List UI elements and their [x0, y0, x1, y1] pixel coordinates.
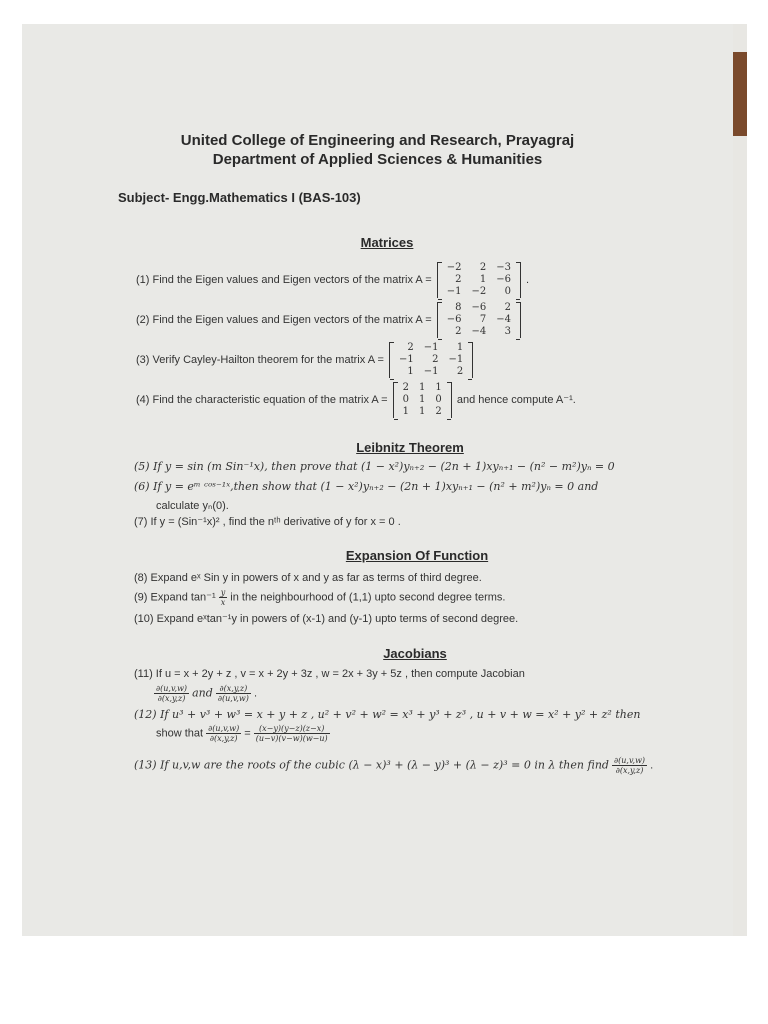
question-7: (7) If y = (Sin⁻¹x)² , find the nᵗʰ derivative of y for x = 0 . [134, 516, 401, 528]
question-9-text: (9) Expand tan⁻¹ [134, 591, 216, 604]
jacobian-12-left: $\frac{\partial(u,v,w)}{\partial(x,y,z)}$ [208, 724, 240, 743]
matrix-cell: 0 [402, 394, 410, 405]
show-that: show that [156, 727, 204, 740]
question-1 [136, 262, 529, 298]
question-12-cont [156, 724, 330, 743]
question-4-tail: and hence compute A⁻¹. [456, 393, 576, 406]
question-11: (11) If u = x + 2y + z , v = x + 2y + 3z , w = 2x + 3y + 5z , then compute Jacobian [134, 668, 525, 680]
matrix-cell: −6 [496, 274, 511, 285]
matrix-cell: 1 [435, 382, 442, 393]
matrix-cell: 8 [455, 302, 462, 313]
equals-sign: = [244, 727, 251, 740]
question-6: (6) If y = eᵐ ᶜᵒˢ⁻¹ˣ,then show that (1 − x²)yₙ₊₂ − (2n + 1)xyₙ₊₁ − (n² + m²)yₙ = 0 and [134, 480, 599, 493]
matrix-cell: −6 [446, 314, 462, 325]
paper-photo [22, 24, 747, 936]
matrix-cell: 1 [456, 342, 464, 353]
matrix-4 [393, 382, 452, 418]
matrix-cell: 2 [402, 382, 410, 393]
fraction-y-over-x: $\frac{y}{x}$ [220, 588, 226, 607]
matrix-cell: 2 [407, 342, 414, 353]
matrix-cell: 1 [419, 382, 426, 393]
matrix-row [442, 302, 516, 314]
matrix-cell: 1 [419, 406, 426, 417]
matrix-3 [389, 342, 473, 378]
matrix-row [442, 326, 516, 338]
jacobian-xyz-uvw: $\frac{\partial(x,y,z)}{\partial(u,v,w)}$ [217, 684, 249, 703]
jacobian-12-right: $\frac{(x-y)(y-z)(z-x)}{(u-v)(v-w)(w-u)}$ [255, 724, 328, 743]
matrix-cell: −2 [446, 262, 462, 273]
section-leibnitz: Leibnitz Theorem [356, 440, 464, 455]
matrix-cell: −3 [496, 262, 511, 273]
matrix-row [394, 366, 468, 378]
question-2 [136, 302, 523, 338]
matrix-cell: 2 [432, 354, 439, 365]
matrix-cell: −4 [496, 314, 511, 325]
question-11-tail: . [253, 687, 258, 700]
background-edge [733, 52, 747, 136]
matrix-1 [437, 262, 521, 298]
question-8: (8) Expand eˣ Sin y in powers of x and y as far as terms of third degree. [134, 572, 482, 584]
question-10: (10) Expand eˣtan⁻¹y in powers of (x-1) and (y-1) upto terms of second degree. [134, 613, 519, 625]
question-5: (5) If y = sin (m Sin⁻¹x), then prove that (1 − x²)yₙ₊₂ − (2n + 1)xyₙ₊₁ − (n² − m²)yₙ = 0 [134, 460, 615, 473]
paper-sheet [22, 24, 733, 936]
matrix-cell: 3 [504, 326, 511, 337]
question-3 [136, 342, 475, 378]
question-11-cont [154, 684, 257, 703]
question-13-tail: . [650, 759, 654, 772]
question-4-text: (4) Find the characteristic equation of the matrix A = [136, 393, 388, 406]
matrix-cell: −1 [446, 286, 462, 297]
question-3-text: (3) Verify Cayley-Hailton theorem for the matrix A = [136, 353, 384, 366]
matrix-cell: 1 [419, 394, 426, 405]
question-6-cont: calculate yₙ(0). [156, 500, 229, 512]
college-title: United College of Engineering and Research, Prayagraj [180, 132, 575, 149]
question-4 [136, 382, 576, 418]
matrix-cell: 2 [455, 326, 462, 337]
matrix-cell: 1 [407, 366, 414, 377]
matrix-cell: −2 [471, 286, 487, 297]
and-word: and [192, 686, 213, 700]
matrix-cell: 2 [455, 274, 462, 285]
matrix-row [398, 394, 447, 406]
matrix-row [442, 286, 516, 298]
question-9 [134, 588, 505, 607]
matrix-row [442, 262, 516, 274]
question-13 [134, 756, 653, 775]
matrix-cell: 0 [504, 286, 511, 297]
matrix-cell: 7 [479, 314, 487, 325]
jacobian-uvw-xyz: $\frac{\partial(u,v,w)}{\partial(x,y,z)}$ [156, 684, 188, 703]
matrix-2 [437, 302, 521, 338]
matrix-row [398, 382, 447, 394]
matrix-cell: −1 [398, 354, 414, 365]
question-12: (12) If u³ + v³ + w³ = x + y + z , u² + v² + w² = x³ + y³ + z³ , u + v + w = x² + y² + z² then [134, 708, 641, 721]
section-expansion: Expansion Of Function [345, 548, 489, 563]
subject-line: Subject- Engg.Mathematics I (BAS-103) [118, 190, 361, 205]
matrix-cell: −1 [423, 366, 439, 377]
jacobian-13: $\frac{\partial(u,v,w)}{\partial(x,y,z)}$ [614, 756, 646, 775]
matrix-row [394, 342, 468, 354]
matrix-cell: 2 [456, 366, 464, 377]
matrix-cell: 2 [479, 262, 487, 273]
matrix-row [442, 274, 516, 286]
section-matrices: Matrices [360, 235, 414, 250]
matrix-cell: 2 [504, 302, 511, 313]
matrix-cell: −1 [423, 342, 439, 353]
matrix-row [394, 354, 468, 366]
matrix-cell: −6 [471, 302, 487, 313]
matrix-row [442, 314, 516, 326]
question-1-text: (1) Find the Eigen values and Eigen vectors of the matrix A = [136, 273, 432, 286]
question-1-tail: . [526, 273, 530, 286]
question-2-text: (2) Find the Eigen values and Eigen vectors of the matrix A = [136, 313, 432, 326]
matrix-cell: −1 [448, 354, 464, 365]
question-13-text: (13) If u,v,w are the roots of the cubic (λ − x)³ + (λ − y)³ + (λ − z)³ = 0 in λ then find [134, 758, 609, 772]
matrix-cell: 2 [435, 406, 442, 417]
matrix-cell: 1 [402, 406, 410, 417]
matrix-cell: 0 [435, 394, 442, 405]
question-9-tail: in the neighbourhood of (1,1) upto second degree terms. [230, 591, 506, 604]
matrix-row [398, 406, 447, 418]
matrix-cell: 1 [479, 274, 487, 285]
matrix-cell: −4 [471, 326, 487, 337]
department-title: Department of Applied Sciences & Humanities [212, 151, 543, 168]
section-jacobians: Jacobians [383, 646, 447, 661]
